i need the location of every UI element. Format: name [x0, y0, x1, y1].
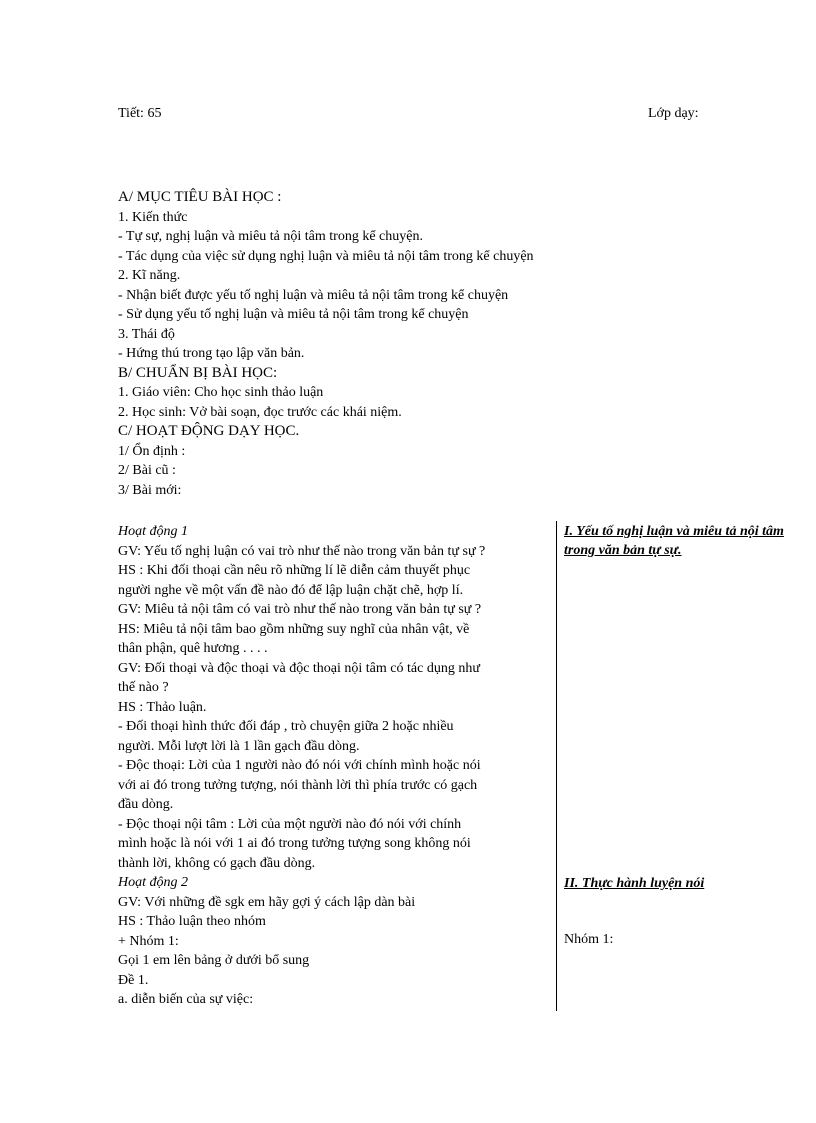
activities-column — [118, 522, 554, 1010]
activity-line: HS : Thảo luận theo nhóm — [118, 914, 266, 929]
activity-line: GV: Với những đề sgk em hãy gợi ý cách lập dàn bài — [118, 894, 416, 910]
objective-line: B/ CHUẨN BỊ BÀI HỌC: — [118, 364, 278, 381]
activity-line: Hoạt động 2 — [118, 875, 188, 890]
objective-line: - Tự sự, nghị luận và miêu tả nội tâm trong kể chuyện. — [118, 229, 423, 244]
objective-line: - Nhận biết được yếu tố nghị luận và miêu tả nội tâm trong kể chuyện — [118, 287, 509, 303]
activity-line: GV: Đối thoại và độc thoại và độc thoại nội tâm có tác dụng như — [118, 660, 480, 676]
activity-line: mình hoặc là nói với 1 ai đó trong tưởng tượng song không nói — [118, 836, 471, 851]
activity-line: - Đối thoại hình thức đối đáp , trò chuyện giữa 2 hoặc nhiều — [118, 719, 454, 734]
objective-line: - Sử dụng yếu tố nghị luận và miêu tả nội tâm trong kể chuyện — [118, 307, 469, 322]
activity-line: với ai đó trong tưởng tượng, nói thành lời thì phía trước có gạch — [118, 777, 478, 793]
objective-line: A/ MỤC TIÊU BÀI HỌC : — [118, 189, 282, 205]
class-label: Lớp dạy: — [648, 106, 699, 121]
objective-line: 1. Giáo viên: Cho học sinh thảo luận — [118, 385, 324, 400]
section-2-title: II. Thực hành luyện nói — [564, 876, 705, 891]
objective-line: - Tác dụng của việc sử dụng nghị luận và miêu tả nội tâm trong kể chuyện — [118, 248, 534, 264]
objective-line: 2. Kĩ năng. — [118, 268, 181, 283]
activity-line: + Nhóm 1: — [118, 933, 179, 949]
section-1-title: I. Yếu tố nghị luận và miêu tả nội tâm trong văn bản tự sự. — [564, 524, 784, 558]
lesson-number: Tiết: 65 — [118, 106, 162, 121]
objective-line: 3/ Bài mới: — [118, 482, 182, 498]
objective-line: 3. Thái độ — [118, 326, 175, 342]
activity-line: - Độc thoại nội tâm : Lời của một người nào đó nói với chính — [118, 816, 462, 832]
activity-line: thế nào ? — [118, 680, 169, 695]
lesson-objectives — [118, 188, 718, 500]
objective-line: 2/ Bài cũ : — [118, 463, 176, 478]
activity-line: GV: Miêu tả nội tâm có vai trò như thế nào trong văn bản tự sự ? — [118, 602, 482, 617]
activity-line: GV: Yếu tố nghị luận có vai trò như thế nào trong văn bản tự sự ? — [118, 543, 486, 559]
activity-line: a. diễn biến của sự việc: — [118, 992, 254, 1007]
activity-line: Đề 1. — [118, 972, 149, 988]
activity-line: HS : Khi đối thoại cần nêu rõ những lí lẽ diễn cảm thuyết phục — [118, 563, 471, 578]
activity-line: thành lời, không có gạch đầu dòng. — [118, 855, 316, 871]
objective-line: 2. Học sinh: Vở bài soạn, đọc trước các khái niệm. — [118, 404, 402, 420]
activity-line: - Độc thoại: Lời của 1 người nào đó nói với chính mình hoặc nói — [118, 758, 481, 773]
group-1-label: Nhóm 1: — [564, 932, 614, 947]
objective-line: 1. Kiến thức — [118, 209, 188, 225]
objective-line: C/ HOẠT ĐỘNG DẠY HỌC. — [118, 423, 300, 439]
activity-line: HS: Miêu tả nội tâm bao gồm những suy nghĩ của nhân vật, về — [118, 621, 470, 637]
column-divider — [556, 521, 557, 1011]
activity-line: Hoạt động 1 — [118, 524, 188, 539]
activity-line: đầu dòng. — [118, 797, 174, 812]
activity-line: người nghe về một vấn đề nào đó để lập luận chặt chẽ, hợp lí. — [118, 582, 464, 598]
activity-line: HS : Thảo luận. — [118, 699, 207, 715]
objective-line: 1/ Ổn định : — [118, 443, 186, 459]
activity-line: người. Mỗi lượt lời là 1 lần gạch đầu dòng. — [118, 738, 360, 754]
activity-line: Gọi 1 em lên bảng ở dưới bổ sung — [118, 953, 310, 968]
objective-line: - Hứng thú trong tạo lập văn bản. — [118, 346, 305, 361]
activity-line: thân phận, quê hương . . . . — [118, 641, 268, 656]
